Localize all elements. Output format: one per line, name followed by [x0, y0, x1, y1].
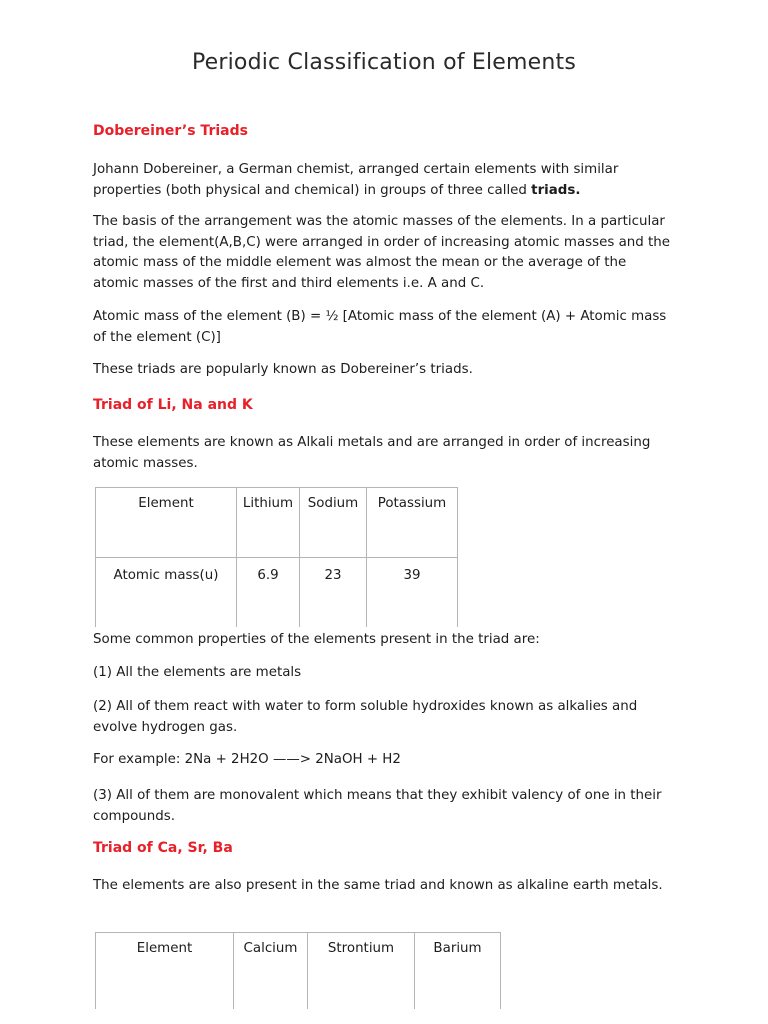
atomic-mass-formula: Atomic mass of the element (B) = ½ [Atomic mass of the element (A) + Atomic mass of the element (C)] — [93, 309, 667, 345]
table-row — [96, 558, 458, 628]
table-cell: 6.9 — [237, 558, 300, 628]
table-header-cell: Calcium — [234, 933, 308, 1010]
dobereiner-intro-text: Johann Dobereiner, a German chemist, arranged certain elements with similar properties (both physical and chemical) in groups of three called — [93, 162, 619, 198]
table-border-fragment — [95, 606, 96, 624]
table-header-cell: Element — [96, 488, 237, 558]
reaction-example: For example: 2Na + 2H2O ——> 2NaOH + H2 — [93, 752, 401, 767]
table-header-cell: Potassium — [367, 488, 458, 558]
alkali-triad-table — [95, 487, 458, 627]
dobereiner-heading: Dobereiner’s Triads — [93, 123, 248, 139]
alkali-triad-heading: Triad of Li, Na and K — [93, 397, 253, 413]
dobereiner-intro-paragraph — [93, 160, 673, 201]
arrangement-basis-paragraph: The basis of the arrangement was the atomic masses of the elements. In a particular triad, the element(A,B,C) were arranged in order of increasing atomic masses and the atomic mass of the middle element was almost the mean or the average of the atomic masses of the first and third elements i.e. A and C. — [93, 214, 671, 291]
table-header-cell: Strontium — [308, 933, 415, 1010]
table-border-fragment — [236, 606, 237, 624]
alkaline-triad-intro: The elements are also present in the same triad and known as alkaline earth metals. — [93, 878, 663, 893]
property-1: (1) All the elements are metals — [93, 665, 302, 680]
alkaline-triad-heading: Triad of Ca, Sr, Ba — [93, 840, 233, 856]
alkaline-triad-table — [95, 932, 501, 1009]
property-3: (3) All of them are monovalent which means that they exhibit valency of one in their compounds. — [93, 788, 662, 824]
triads-term: triads. — [531, 182, 581, 198]
table-header-row — [96, 488, 458, 558]
table-cell: Atomic mass(u) — [96, 558, 237, 628]
table-header-cell: Barium — [415, 933, 501, 1010]
dobereiner-triads-note: These triads are popularly known as Dobereiner’s triads. — [93, 362, 473, 377]
page-title: Periodic Classification of Elements — [191, 50, 577, 75]
property-2: (2) All of them react with water to form soluble hydroxides known as alkalies and evolve hydrogen gas. — [93, 699, 638, 735]
table-header-cell: Sodium — [300, 488, 367, 558]
table-header-row — [96, 933, 501, 1010]
table-cell: 39 — [367, 558, 458, 628]
alkali-triad-intro: These elements are known as Alkali metals and are arranged in order of increasing atomic masses. — [93, 435, 651, 471]
table-cell: 23 — [300, 558, 367, 628]
table-header-cell: Element — [96, 933, 234, 1010]
properties-intro: Some common properties of the elements present in the triad are: — [93, 632, 540, 647]
table-header-cell: Lithium — [237, 488, 300, 558]
